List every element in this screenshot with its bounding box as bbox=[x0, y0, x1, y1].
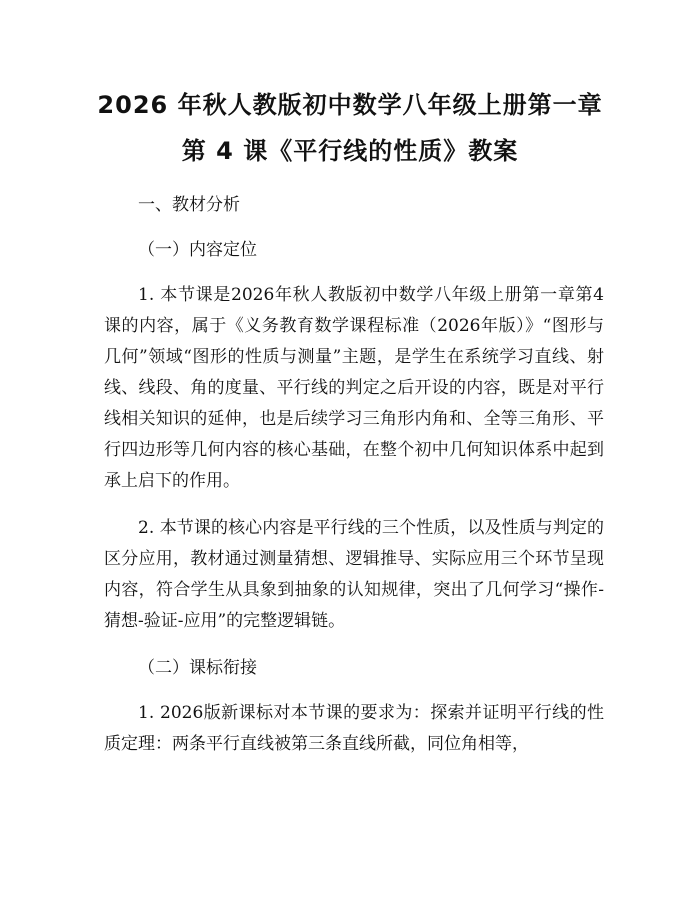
paragraph-2: 2. 本节课的核心内容是平行线的三个性质，以及性质与判定的区分应用，教材通过测量猜想、逻辑推导、实际应用三个环节呈现内容，符合学生从具象到抽象的认知规律，突出了几何学习“操作-猜想-验证-应用”的完整逻辑链。 bbox=[104, 518, 604, 631]
paragraph-1: 1. 本节课是2026年秋人教版初中数学八年级上册第一章第4课的内容，属于《义务教育数学课程标准（2026年版）》“图形与几何”领域“图形的性质与测量”主题，是学生在系统学习直线、射线、线段、角的度量、平行线的判定之后开设的内容，既是对平行线相关知识的延伸，也是后续学习三角形内角和、全等三角形、平行四边形等几何内容的核心基础，在整个初中几何知识体系中起到承上启下的作用。 bbox=[104, 285, 604, 491]
subsection-heading-curriculum-link: （二）课标衔接 bbox=[138, 658, 257, 678]
document-title bbox=[0, 82, 700, 174]
section-heading-textbook-analysis: 一、教材分析 bbox=[138, 195, 240, 215]
document-body bbox=[104, 190, 604, 776]
subsection-heading-content-positioning: （一）内容定位 bbox=[138, 240, 257, 260]
title-line-2: 第 4 课《平行线的性质》教案 bbox=[181, 137, 519, 165]
title-line-1: 2026 年秋人教版初中数学八年级上册第一章 bbox=[97, 91, 603, 119]
paragraph-3: 1. 2026版新课标对本节课的要求为：探索并证明平行线的性质定理：两条平行直线被第三条直线所截，同位角相等， bbox=[104, 703, 604, 754]
